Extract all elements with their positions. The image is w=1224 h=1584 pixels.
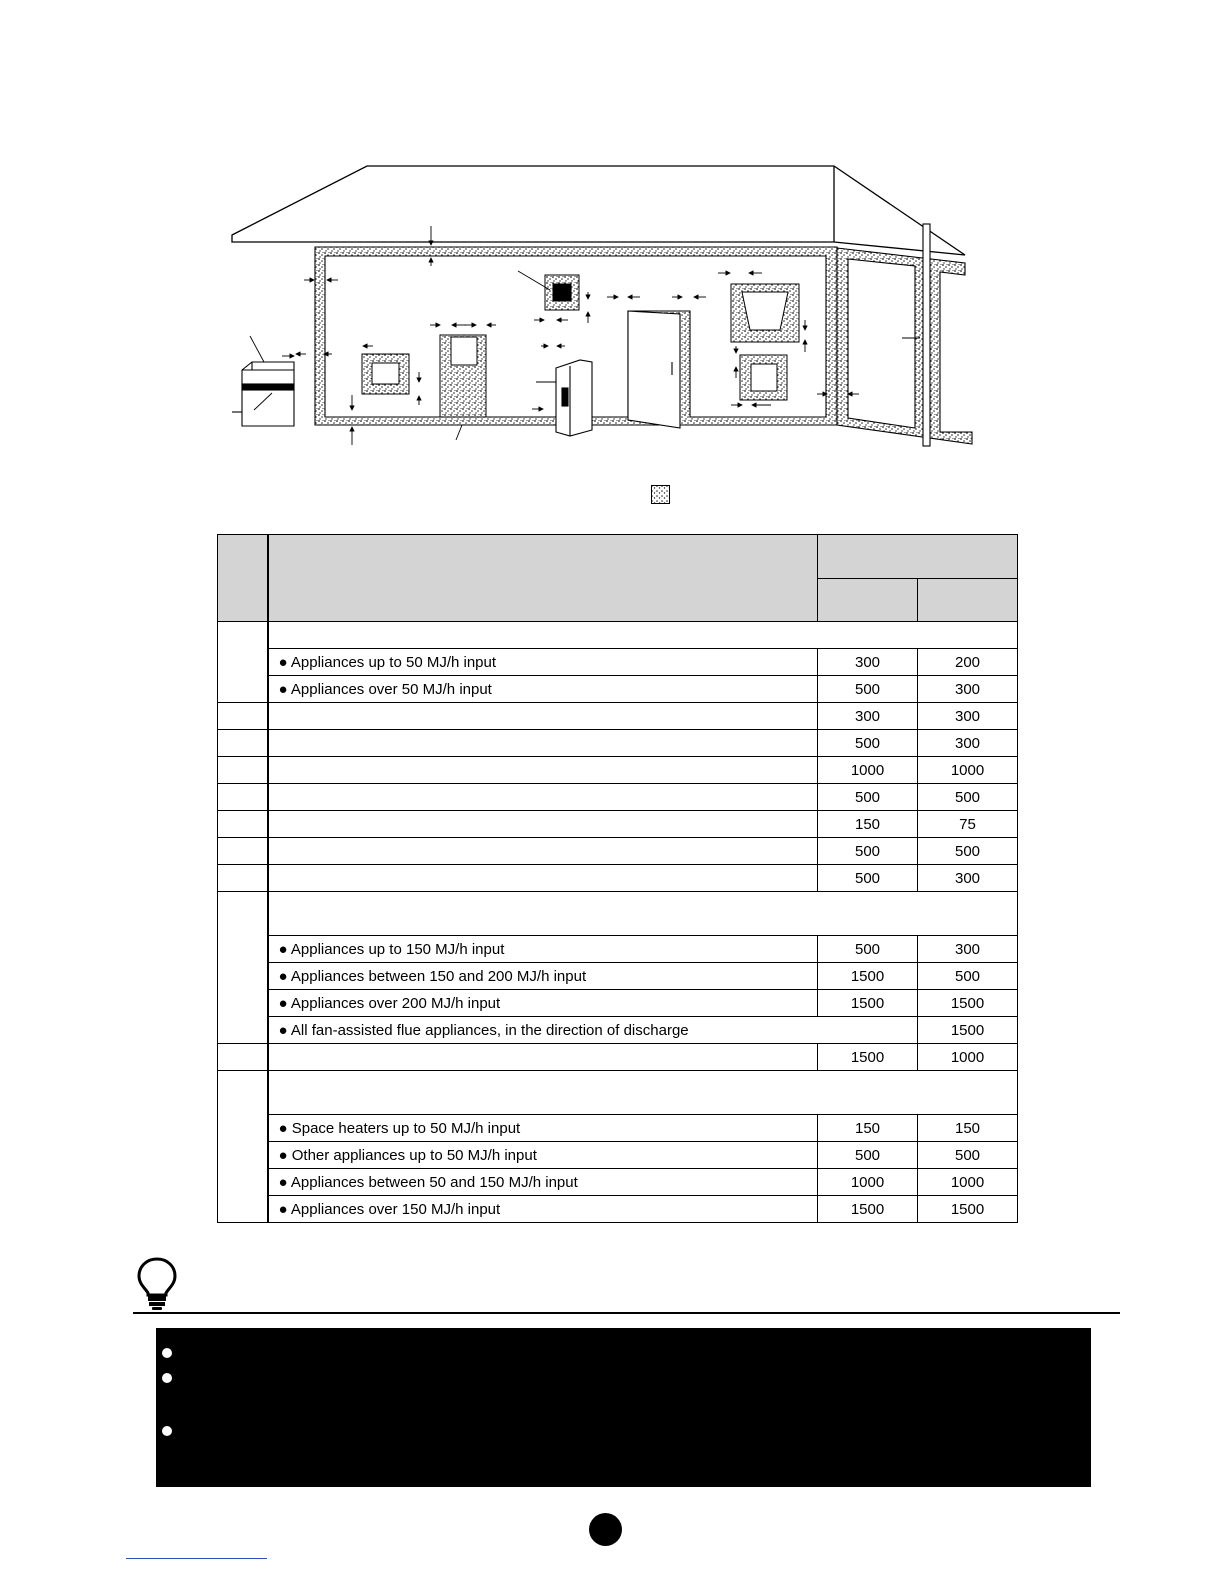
table-row bbox=[218, 784, 1018, 811]
row-label: ● Other appliances up to 50 MJ/h input bbox=[268, 1142, 818, 1169]
row-label: ● Appliances over 150 MJ/h input bbox=[268, 1196, 818, 1223]
table-row bbox=[218, 1044, 1018, 1071]
row-ref-cell bbox=[218, 838, 268, 865]
row-ref-cell bbox=[218, 811, 268, 838]
clearance-value-col2: 300 bbox=[918, 703, 1018, 730]
section-heading-row bbox=[218, 622, 1018, 649]
window-left bbox=[362, 354, 409, 394]
roof bbox=[232, 166, 965, 255]
table-header-row bbox=[218, 535, 1018, 579]
chimney-column bbox=[440, 335, 486, 417]
clearance-table bbox=[217, 534, 1018, 1223]
window-upper-right bbox=[731, 284, 799, 342]
section-ref-cell bbox=[218, 622, 268, 703]
clearance-value-col2: 500 bbox=[918, 963, 1018, 990]
flue-terminal bbox=[545, 275, 579, 310]
table-row bbox=[218, 865, 1018, 892]
row-label bbox=[268, 838, 818, 865]
clearance-value-col1: 500 bbox=[818, 936, 918, 963]
clearance-value-col2: 1500 bbox=[918, 990, 1018, 1017]
clearance-value-col2: 300 bbox=[918, 676, 1018, 703]
table-row bbox=[218, 936, 1018, 963]
clearance-value-col1: 300 bbox=[818, 703, 918, 730]
table-row bbox=[218, 1142, 1018, 1169]
table-row bbox=[218, 730, 1018, 757]
row-label: ● Appliances up to 150 MJ/h input bbox=[268, 936, 818, 963]
row-label: ● Appliances over 200 MJ/h input bbox=[268, 990, 818, 1017]
notes-panel bbox=[156, 1328, 1091, 1487]
row-label bbox=[268, 811, 818, 838]
clearance-value-col2: 300 bbox=[918, 730, 1018, 757]
door bbox=[628, 311, 680, 428]
table-row bbox=[218, 757, 1018, 784]
clearance-value-col1: 1000 bbox=[818, 757, 918, 784]
row-ref-cell bbox=[218, 703, 268, 730]
clearance-value-col1: 1500 bbox=[818, 963, 918, 990]
clearance-value-col1: 500 bbox=[818, 838, 918, 865]
header-clearance-group bbox=[818, 535, 1018, 579]
boundary-box bbox=[232, 362, 294, 426]
page-number-badge bbox=[589, 1513, 622, 1546]
clearance-value-col1: 300 bbox=[818, 649, 918, 676]
footer-link-underline bbox=[126, 1558, 267, 1559]
table-row bbox=[218, 963, 1018, 990]
note-bullet-1 bbox=[162, 1348, 172, 1358]
section-heading-row bbox=[218, 1071, 1018, 1115]
note-bullet-3 bbox=[162, 1426, 172, 1436]
row-ref-cell bbox=[218, 1044, 268, 1071]
section-heading bbox=[268, 622, 1018, 649]
table-row bbox=[218, 811, 1018, 838]
section-ref-cell bbox=[218, 892, 268, 1044]
row-label bbox=[268, 757, 818, 784]
annex-wall-zone bbox=[837, 224, 972, 446]
clearance-value-col2: 500 bbox=[918, 1142, 1018, 1169]
clearance-value-col2: 1000 bbox=[918, 757, 1018, 784]
row-label bbox=[268, 703, 818, 730]
clearance-value-col2: 500 bbox=[918, 838, 1018, 865]
clearance-value-col1: 500 bbox=[818, 784, 918, 811]
table-row bbox=[218, 1017, 1018, 1044]
row-label bbox=[268, 784, 818, 811]
section-heading bbox=[268, 1071, 1018, 1115]
shaded-area-swatch-icon bbox=[651, 485, 670, 504]
clearance-value-col2: 200 bbox=[918, 649, 1018, 676]
row-label: ● All fan-assisted flue appliances, in the direction of discharge bbox=[268, 1017, 918, 1044]
clearance-value-col1: 1500 bbox=[818, 1196, 918, 1223]
clearance-value-col2: 1500 bbox=[918, 1017, 1018, 1044]
table-row bbox=[218, 703, 1018, 730]
row-label bbox=[268, 865, 818, 892]
row-label: ● Space heaters up to 50 MJ/h input bbox=[268, 1115, 818, 1142]
row-label: ● Appliances up to 50 MJ/h input bbox=[268, 649, 818, 676]
row-label: ● Appliances between 50 and 150 MJ/h input bbox=[268, 1169, 818, 1196]
clearance-value-col1: 1000 bbox=[818, 1169, 918, 1196]
clearance-value-col2: 150 bbox=[918, 1115, 1018, 1142]
row-ref-cell bbox=[218, 757, 268, 784]
table-row bbox=[218, 1169, 1018, 1196]
clearance-value-col2: 1000 bbox=[918, 1169, 1018, 1196]
header-description-cell bbox=[268, 535, 818, 622]
row-label bbox=[268, 730, 818, 757]
header-col1-cell bbox=[818, 579, 918, 622]
table-row bbox=[218, 838, 1018, 865]
clearance-value-col1: 1500 bbox=[818, 990, 918, 1017]
row-label: ● Appliances over 50 MJ/h input bbox=[268, 676, 818, 703]
section-heading-row bbox=[218, 892, 1018, 936]
row-ref-cell bbox=[218, 784, 268, 811]
table-row bbox=[218, 649, 1018, 676]
clearance-value-col1: 500 bbox=[818, 865, 918, 892]
window-lower-right bbox=[740, 355, 787, 400]
clearance-value-col1: 150 bbox=[818, 811, 918, 838]
row-ref-cell bbox=[218, 730, 268, 757]
header-ref-cell bbox=[218, 535, 268, 622]
clearance-value-col1: 1500 bbox=[818, 1044, 918, 1071]
lightbulb-icon bbox=[137, 1257, 177, 1311]
section-heading bbox=[268, 892, 1018, 936]
clearance-value-col2: 300 bbox=[918, 936, 1018, 963]
clearance-value-col2: 300 bbox=[918, 865, 1018, 892]
clearance-value-col1: 500 bbox=[818, 676, 918, 703]
row-label bbox=[268, 1044, 818, 1071]
table-row bbox=[218, 1196, 1018, 1223]
header-col2-cell bbox=[918, 579, 1018, 622]
section-ref-cell bbox=[218, 1071, 268, 1223]
clearance-value-col2: 500 bbox=[918, 784, 1018, 811]
table-row bbox=[218, 1115, 1018, 1142]
row-label: ● Appliances between 150 and 200 MJ/h input bbox=[268, 963, 818, 990]
table-row bbox=[218, 990, 1018, 1017]
clearance-value-col1: 500 bbox=[818, 1142, 918, 1169]
flue-clearance-diagram bbox=[0, 0, 1224, 520]
clearance-value-col2: 1500 bbox=[918, 1196, 1018, 1223]
tip-divider bbox=[133, 1312, 1120, 1314]
row-ref-cell bbox=[218, 865, 268, 892]
appliance-cabinet bbox=[556, 360, 592, 436]
clearance-value-col1: 500 bbox=[818, 730, 918, 757]
note-bullet-2 bbox=[162, 1373, 172, 1383]
table-row bbox=[218, 676, 1018, 703]
clearance-value-col2: 1000 bbox=[918, 1044, 1018, 1071]
clearance-value-col1: 150 bbox=[818, 1115, 918, 1142]
clearance-value-col2: 75 bbox=[918, 811, 1018, 838]
